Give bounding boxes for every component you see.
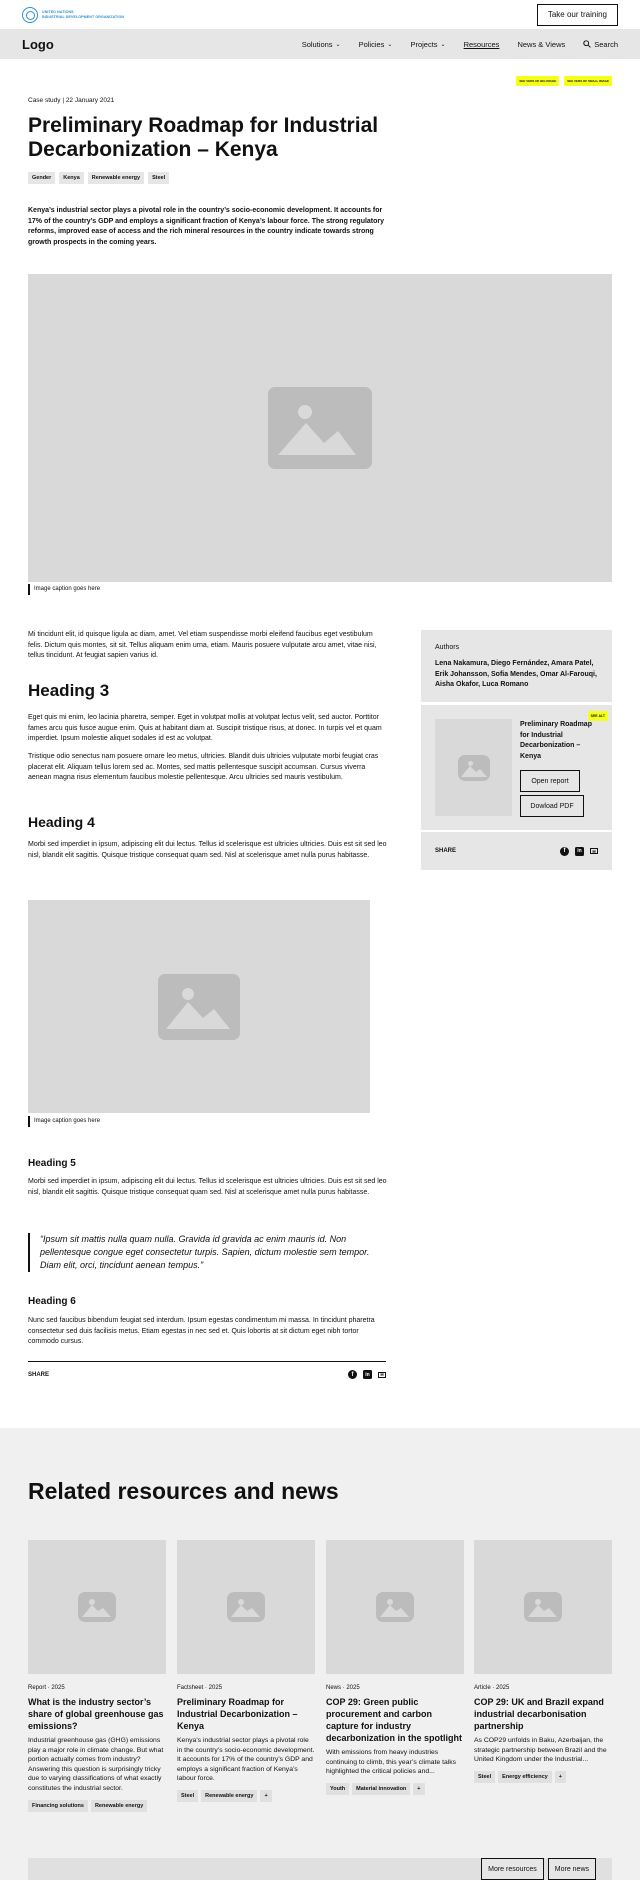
image-placeholder-icon	[78, 1592, 116, 1622]
un-emblem-icon	[22, 7, 38, 23]
tag[interactable]: Financing solutions	[28, 1800, 88, 1812]
download-pdf-button[interactable]: Dowload PDF	[520, 795, 584, 817]
hero-image	[28, 274, 612, 582]
search-button[interactable]	[583, 40, 618, 49]
sidebar-share-bar	[421, 832, 612, 870]
nav-item-resources[interactable]: Resources	[463, 39, 500, 49]
nav-item-news-views[interactable]: News & Views	[517, 39, 566, 49]
article-meta: Case study | 22 January 2021	[28, 97, 115, 104]
inline-image	[28, 900, 370, 1113]
take-training-button[interactable]: Take our training	[537, 4, 618, 26]
more-tags-button[interactable]: +	[413, 1783, 424, 1795]
card-tags	[326, 1783, 464, 1795]
article-share-bar	[28, 1361, 386, 1379]
card-image	[28, 1540, 166, 1674]
heading-6: Heading 6	[28, 1296, 76, 1307]
nav-item-label: Solutions	[301, 39, 333, 49]
card-meta: Article · 2025	[474, 1685, 510, 1691]
card-description: Industrial greenhouse gas (GHG) emissions play a major role in climate change. But what portion actually comes from industry? Answering this question is surprisingly tricky due to varying classifications of what exactly constitutes the industrial sector.	[28, 1737, 164, 1792]
share-icons	[560, 847, 598, 856]
card-image	[326, 1540, 464, 1674]
org-name-line2: INDUSTRIAL DEVELOPMENT ORGANIZATION	[42, 14, 125, 19]
nav-item-policies[interactable]	[359, 40, 393, 49]
image-placeholder-icon	[458, 755, 490, 781]
related-card[interactable]	[177, 1540, 315, 1802]
document-panel	[421, 705, 612, 830]
org-name	[42, 10, 124, 20]
facebook-icon[interactable]: f	[348, 1370, 357, 1379]
card-image	[177, 1540, 315, 1674]
tag[interactable]: Energy efficiency	[498, 1771, 552, 1783]
image-caption: Image caption goes here	[28, 1116, 100, 1127]
paragraph: Morbi sed imperdiet in ipsum, adipiscing elit dui lectus. Tellus id scelerisque est ultricies ultricies. Duis est sit sed leo nisl, blandit elit sagittis. Quisque tristique consequat quam sed. Nisl at scelerisque amet nulla purus habitasse.	[28, 1178, 387, 1196]
facebook-icon[interactable]: f	[560, 847, 569, 856]
paragraph: Tristique odio senectus nam posuere ornare leo metus, ultricies. Blandit duis ultricies vulputate morbi feugiat cras placerat elit. Aliquam tellus lorem sed ac. Montes, sed mattis pellentesque suscipit accumsan. Cursus viverra aenean magna risus elementum faucibus molestie pellentesque. Arcu ultricies sed mauris vestibulum.	[28, 753, 379, 781]
related-title: Related resources and news	[28, 1478, 339, 1504]
open-report-button[interactable]: Open report	[520, 770, 580, 792]
org-name-line1: UNITED NATIONS	[42, 9, 74, 14]
card-tags	[474, 1771, 612, 1783]
main-nav	[0, 29, 640, 59]
site-logo[interactable]: Logo	[22, 36, 54, 52]
mail-icon[interactable]: ✉	[590, 848, 598, 854]
top-bar	[0, 0, 640, 29]
nav-item-projects[interactable]	[410, 40, 445, 49]
linkedin-icon[interactable]: in	[575, 847, 584, 856]
heading-5: Heading 5	[28, 1158, 76, 1169]
tag[interactable]: Renewable energy	[91, 1800, 147, 1812]
authors-label: Authors	[435, 644, 460, 651]
article-tags	[28, 172, 169, 184]
heading-4: Heading 4	[28, 814, 95, 830]
image-placeholder-icon	[268, 387, 372, 469]
more-tags-button[interactable]: +	[260, 1790, 271, 1802]
tag[interactable]: Material innovation	[352, 1783, 410, 1795]
related-card[interactable]	[326, 1540, 464, 1795]
tag[interactable]: Gender	[28, 172, 55, 184]
nav-item-label: Projects	[410, 39, 438, 49]
card-meta: News · 2025	[326, 1685, 360, 1691]
search-icon	[583, 40, 591, 48]
document-title: Preliminary Roadmap for Industrial Decarbonization – Kenya	[520, 721, 592, 760]
search-label: Search	[594, 39, 618, 49]
card-title[interactable]: COP 29: UK and Brazil expand industrial decarbonisation partnership	[474, 1697, 604, 1731]
card-image	[474, 1540, 612, 1674]
badge-big-image[interactable]: SEE VERS OF BIG IMAGE	[516, 76, 559, 86]
article-lede: Kenya’s industrial sector plays a pivotal role in the country’s socio-economic development. It accounts for 17% of the country’s GDP and employs a significant fraction of Kenya’s labour force. The strong regulatory reforms, improved ease of access and the rich mineral resources in the country indicate towards strong growth prospects in the coming years.	[28, 207, 385, 246]
authors-list: Lena Nakamura, Diego Fernández, Amara Patel, Erik Johansson, Sofia Mendes, Omar Al-Farouqi, Aisha Okafor, Luca Romano	[435, 660, 597, 688]
card-description: With emissions from heavy industries continuing to climb, this year’s climate talks highlighted the critical policies and...	[326, 1749, 457, 1776]
chevron-down-icon: ⌄	[335, 41, 341, 48]
related-card[interactable]	[474, 1540, 612, 1783]
tag[interactable]: Renewable energy	[88, 172, 144, 184]
more-news-button[interactable]: More news	[548, 1858, 596, 1880]
image-placeholder-icon	[158, 974, 240, 1040]
more-links-bar	[28, 1858, 612, 1880]
paragraph: Nunc sed faucibus bibendum feugiat sed interdum. Ipsum egestas condimentum mi massa. In tincidunt pharetra consectetur sed duis facilisis metus. Etiam egestas in nec sed et. Quis lobortis at sit dictum eget nibh tortor commodo cursus.	[28, 1317, 375, 1345]
related-card[interactable]	[28, 1540, 166, 1812]
more-resources-button[interactable]: More resources	[481, 1858, 544, 1880]
card-description: Kenya’s industrial sector plays a pivotal role in the country’s socio-economic development. It accounts for 17% of the country’s GDP and employs a significant fraction of Kenya’s labour force.	[177, 1737, 315, 1783]
chevron-down-icon: ⌄	[440, 41, 446, 48]
image-placeholder-icon	[227, 1592, 265, 1622]
card-description: As COP29 unfolds in Baku, Azerbaijan, the strategic partnership between Brazil and the United Kingdom under the Industrial...	[474, 1737, 607, 1764]
card-meta: Report · 2025	[28, 1685, 65, 1691]
linkedin-icon[interactable]: in	[363, 1370, 372, 1379]
tag[interactable]: Renewable energy	[201, 1790, 257, 1802]
related-section	[0, 1428, 640, 1880]
more-buttons	[481, 1858, 596, 1880]
org-brand[interactable]	[22, 7, 124, 23]
card-meta: Factsheet · 2025	[177, 1685, 223, 1691]
heading-3: Heading 3	[28, 681, 110, 700]
card-title[interactable]: What is the industry sector’s share of global greenhouse gas emissions?	[28, 1697, 164, 1731]
card-tags	[28, 1800, 166, 1812]
image-placeholder-icon	[376, 1592, 414, 1622]
mail-icon[interactable]: ✉	[378, 1372, 386, 1378]
variant-badges	[516, 76, 612, 86]
card-title[interactable]: Preliminary Roadmap for Industrial Decarbonization – Kenya	[177, 1697, 298, 1731]
image-caption: Image caption goes here	[28, 584, 100, 595]
share-icons	[348, 1370, 386, 1379]
card-title[interactable]: COP 29: Green public procurement and carbon capture for industry decarbonization in the spotlight	[326, 1697, 462, 1743]
share-label: SHARE	[28, 1371, 50, 1378]
image-placeholder-icon	[524, 1592, 562, 1622]
more-tags-button[interactable]: +	[555, 1771, 566, 1783]
tag[interactable]: Kenya	[59, 172, 84, 184]
nav-menu	[302, 40, 618, 49]
tag[interactable]: Steel	[148, 172, 169, 184]
authors-panel	[421, 630, 612, 702]
intro-paragraph: Mi tincidunt elit, id quisque ligula ac diam, amet. Vel etiam suspendisse morbi eleifend faucibus eget vestibulum felis. Dictum quis montes, sit sit. Tellus aliquam enim urna, etiam. Mauris posuere vulputate arcu amet, vitae nisi, tellus tincidunt. At feugiat sapien varius id.	[28, 631, 377, 659]
badge-small-image[interactable]: SEE VERS OF SMALL IMAGE	[564, 76, 612, 86]
share-label: SHARE	[435, 848, 457, 854]
nav-item-label: Policies	[358, 39, 385, 49]
pull-quote: “Ipsum sit mattis nulla quam nulla. Gravida id gravida ac enim mauris id. Non pellentesque congue eget consectetur turpis. Sapien, dictum molestie sem tempor. Diam elit, orci, tincidunt aenean tempus.”	[28, 1233, 388, 1272]
card-tags	[177, 1790, 315, 1802]
badge-see-alt[interactable]: SEE ALT	[588, 711, 608, 721]
paragraph: Eget quis mi enim, leo lacinia pharetra, semper. Eget in volutpat mollis at volutpat lectus velit, sed auctor. Porttitor fames arcu quis fusce augue enim. Quis at habitant diam at. Suscipit tristique risus, at donec. In turpis vel et quam imperdiet. Ipsum molestie aliquet sodales id est ac volutpat.	[28, 714, 382, 742]
page-title: Preliminary Roadmap for Industrial Decarbonization – Kenya	[28, 114, 379, 161]
chevron-down-icon: ⌄	[387, 41, 393, 48]
nav-item-solutions[interactable]	[302, 40, 341, 49]
paragraph: Morbi sed imperdiet in ipsum, adipiscing elit dui lectus. Tellus id scelerisque est ultricies ultricies. Duis est sit sed leo nisl, blandit elit sagittis. Quisque tristique consequat quam sed. Nisl at scelerisque amet nulla purus habitasse.	[28, 841, 387, 859]
tag[interactable]: Steel	[177, 1790, 198, 1802]
tag[interactable]: Youth	[326, 1783, 349, 1795]
document-thumbnail	[435, 719, 512, 816]
tag[interactable]: Steel	[474, 1771, 495, 1783]
